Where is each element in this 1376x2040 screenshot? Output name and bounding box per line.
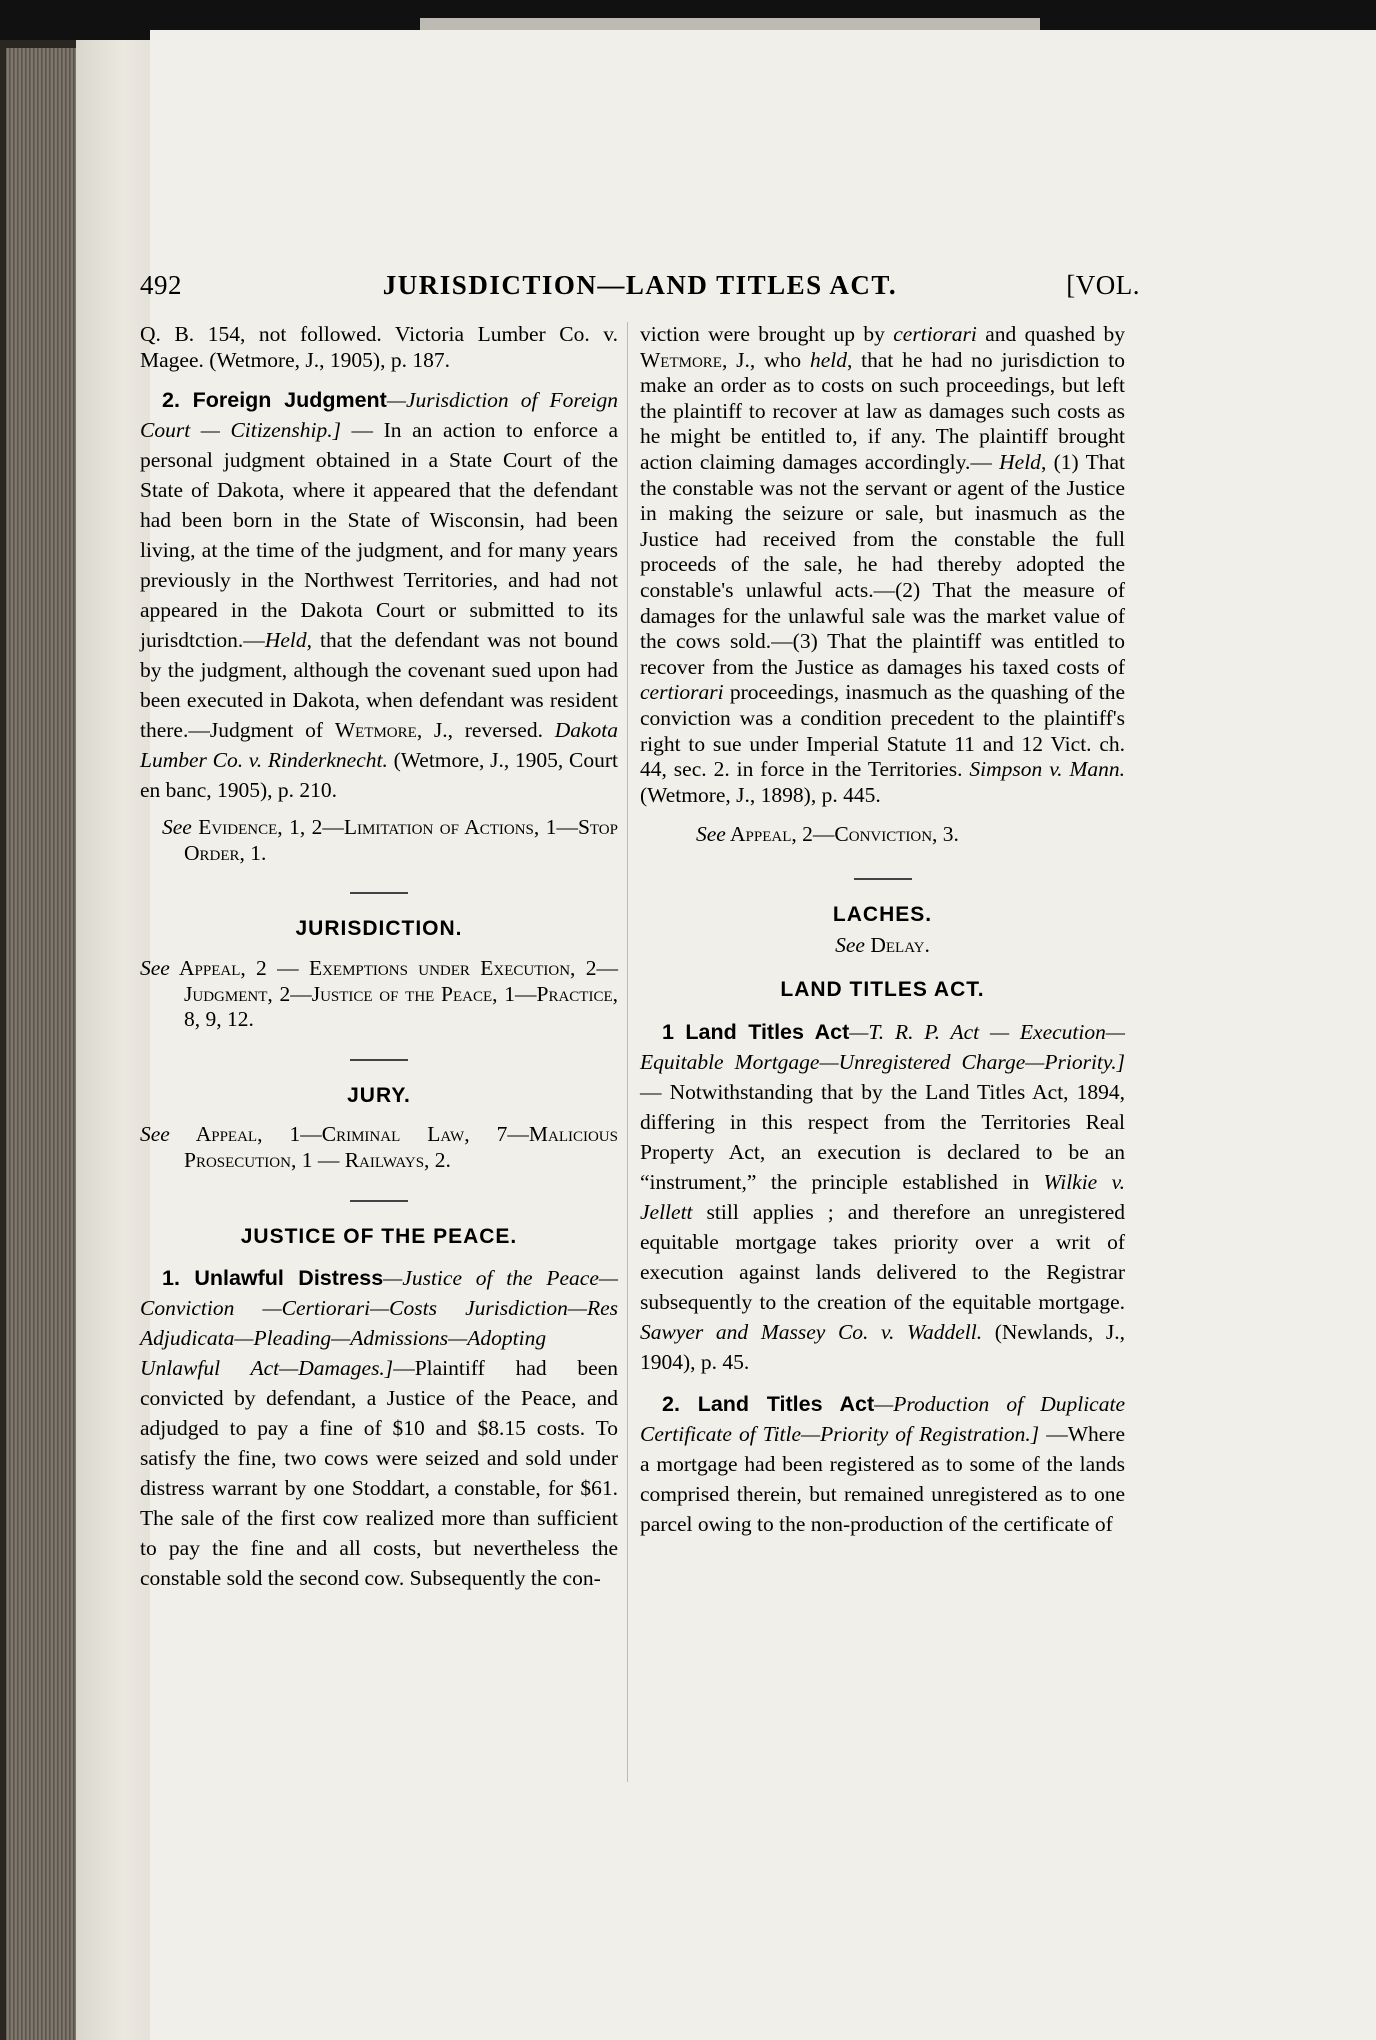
heading-jurisdiction: JURISDICTION.: [295, 917, 463, 941]
citation: (Wetmore, J., 1898), p. 445.: [640, 782, 881, 807]
entry-text: proceedings, inasmuch as the quashing of the conviction was a condition precedent to the plaintiff's right to sue under Imperial Statute 11 and 12 Vict. ch. 44, sec. 2. in force in the Territories.: [640, 680, 1125, 782]
entry-text: , J., reversed.: [416, 718, 555, 743]
heading-land-titles-act: LAND TITLES ACT.: [780, 978, 985, 1002]
entry-number: 2.: [162, 388, 193, 413]
volume-marker: [VOL.: [1066, 270, 1140, 300]
continued-entry: [640, 322, 1125, 808]
see-references: Appeal, 2 — Exemptions under Execution, 2—Judgment, 2—Justice of the Peace, 1—Practice, 8, 9, 12.: [169, 955, 618, 1032]
citation: (Wetmore, J., 1905, Court en banc, 1905), p. 210.: [140, 748, 618, 803]
entry-text: and quashed by: [976, 322, 1126, 346]
see-references: Evidence, 1, 2—Limitation of Actions, 1—Stop Order, 1.: [184, 815, 618, 865]
judge-name: Wetmore: [334, 718, 417, 743]
entry-text: — In an action to enforce a personal judgment obtained in a State Court of the State of Dakota, where it appeared that the defendant had been born in the State of Wisconsin, had been living, at the time of the judgment, and for many years previously in the Northwest Territories, and had not appeared in the Dakota Court or submitted to its jurisdtction.—: [140, 418, 618, 653]
entry-text: , that the defendant was not bound by the judgment, although the covenant sued upon had been executed in Dakota, when defendant was resident there.—Judgment of: [140, 628, 618, 743]
unlawful-distress-entry: [140, 1263, 618, 1593]
entry-text: still applies ; and therefore an unregistered equitable mortgage takes priority over a writ of execution against lands delivered to the Registrar subsequently to the creation of the equitable mortgage.: [640, 1199, 1125, 1314]
see-word: See: [162, 815, 192, 840]
entry-text: viction were brought up by: [640, 322, 894, 346]
section-divider: [854, 878, 912, 880]
case-name: Wilkie v. Jellett: [640, 1169, 1125, 1224]
page-stack-edges: [6, 48, 76, 2040]
see-also: [140, 1122, 618, 1173]
held-word: Held: [264, 628, 307, 653]
entry-topic: —T. R. P. Act — Execution—Equitable Mortgage—Unregistered Charge—Priority.]: [640, 1019, 1125, 1074]
see-word: See: [140, 1122, 170, 1147]
entry-text: —Plaintiff had been convicted by defendant, a Justice of the Peace, and adjudged to pay a fine of $10 and $8.15 costs. To satisfy the fine, two cows were seized and sold under distress warrant by one Stoddart, a constable, for $61. The sale of the first cow realized more than sufficient to pay the fine and all costs, but nevertheless the constable sold the second cow. Subsequently the con-: [140, 1356, 619, 1591]
section-divider: [350, 1200, 408, 1202]
column-divider: [627, 322, 628, 1782]
latin-term: certiorari: [893, 322, 977, 346]
entry-number: 1.: [162, 1266, 195, 1291]
case-name: Dakota Lumber Co. v. Rinderknecht.: [140, 718, 618, 773]
running-title: JURISDICTION—LAND TITLES ACT.: [382, 270, 898, 300]
see-references: Delay.: [864, 933, 930, 958]
land-titles-entry-1: [640, 1017, 1125, 1377]
judge-name: Wetmore: [640, 347, 722, 372]
page-number: 492: [140, 270, 182, 300]
citation: (Newlands, J., 1904), p. 45.: [640, 1319, 1125, 1374]
entry-text: , J., who: [721, 347, 810, 372]
see-also: [140, 956, 618, 1033]
held-word: Held: [999, 449, 1041, 474]
see-references: Appeal, 1—Criminal Law, 7—Malicious Prosecution, 1 — Railways, 2.: [169, 1122, 618, 1172]
held-word: held: [809, 347, 847, 372]
see-word: See: [696, 822, 726, 847]
heading-jury: JURY.: [347, 1083, 411, 1107]
entry-topic: —Production of Duplicate Certificate of Title—Priority of Registration.]: [640, 1391, 1125, 1446]
entry-title: Land Titles Act: [697, 1391, 875, 1416]
heading-laches: LACHES.: [832, 902, 933, 926]
entry-topic: —Justice of the Peace—Conviction —Certiorari—Costs Jurisdiction—Res Adjudicata—Pleading—Admissions—Adopting Unlawful Act—Damages.]: [140, 1266, 618, 1381]
section-divider: [350, 1059, 408, 1061]
entry-text: —Where a mortgage had been registered as to some of the lands comprised therein, but remained unregistered as to one parcel owing to the non-production of the certificate of: [640, 1421, 1125, 1536]
case-name: Simpson v. Mann.: [969, 757, 1125, 782]
left-column: [140, 322, 618, 1593]
entry-title: Foreign Judgment: [192, 388, 387, 413]
section-divider: [350, 892, 408, 894]
case-name: Sawyer and Massey Co. v. Waddell.: [640, 1319, 983, 1344]
see-also: [140, 815, 618, 866]
latin-term: certiorari: [640, 680, 724, 705]
entry-title: Land Titles Act: [685, 1019, 850, 1044]
page-header: [140, 270, 1140, 310]
right-column: [640, 322, 1125, 1539]
entry-topic: —Jurisdiction of Foreign Court — Citizenship.]: [140, 388, 619, 443]
entry-number: 2.: [662, 1391, 698, 1416]
see-also: [640, 822, 1125, 848]
see-also: [640, 933, 1125, 959]
foreign-judgment-entry: [140, 385, 618, 805]
see-word: See: [140, 955, 170, 980]
land-titles-entry-2: [640, 1389, 1125, 1539]
entry-text: , (1) That the constable was not the servant or agent of the Justice in making the seizure or sale, but inasmuch as the Justice had received from the constable the full proceeds of the sale, he had thereby adopted the constable's unlawful acts.—(2) That the measure of damages for the unlawful sale was the market value of the cows sold.—(3) That the plaintiff was entitled to recover from the Justice as damages his taxed costs of: [640, 449, 1125, 679]
heading-justice-of-the-peace: JUSTICE OF THE PEACE.: [240, 1224, 518, 1248]
entry-text: , that he had no jurisdiction to make an order as to costs on such proceedings, but left the plaintiff to recover at law as damages such costs as he might be entitled to, if any. The plaintiff brought action claiming damages accordingly.—: [640, 347, 1125, 474]
see-references: Appeal, 2—Conviction, 3.: [725, 822, 959, 847]
entry-text: — Notwithstanding that by the Land Titles Act, 1894, differing in this respect from the Territories Real Property Act, an execution is declared to be an “instrument,” the principle established in: [640, 1079, 1125, 1194]
entry-number: 1: [662, 1019, 686, 1044]
opening-paragraph: Q. B. 154, not followed. Victoria Lumber Co. v. Magee. (Wetmore, J., 1905), p. 187.: [140, 322, 618, 372]
see-word: See: [835, 933, 865, 958]
entry-title: Unlawful Distress: [194, 1266, 384, 1291]
